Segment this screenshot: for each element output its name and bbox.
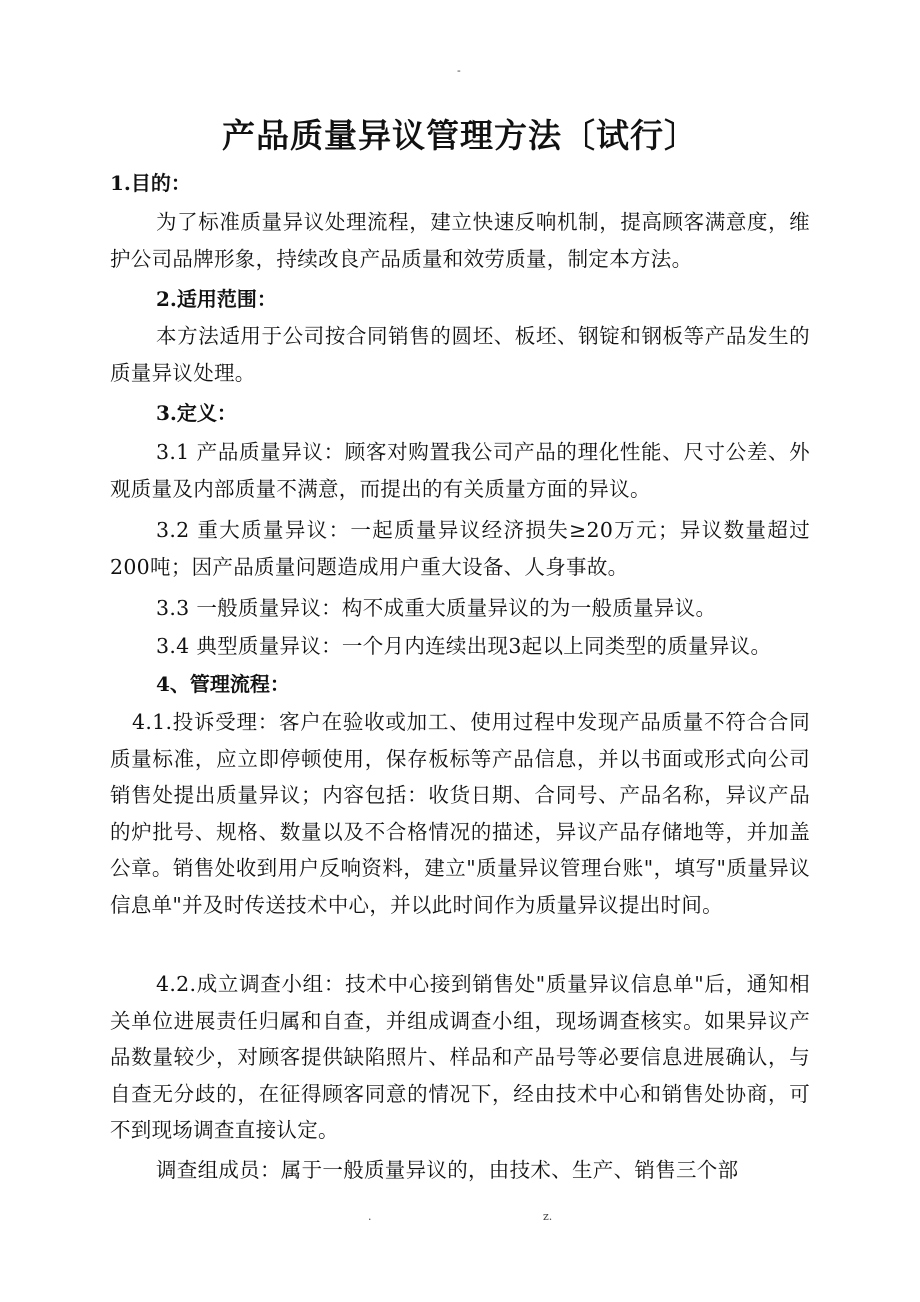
paragraph-4-1: 4.1.投诉受理：客户在验收或加工、使用过程中发现产品质量不符合合同质量标准，应立即停顿使用，保存板标等产品信息，并以书面或形式向公司销售处提出质量异议；内容包括：收货日期、合同号、产品名称，异议产品的炉批号、规格、数量以及不合格情况的描述，异议产品存储地等，并加盖公章。销售处收到用户反响资料，建立"质量异议管理台账"，填写"质量异议信息单"并及时传送技术中心，并以此时间作为质量异议提出时间。 bbox=[110, 710, 810, 917]
section-1-heading: 1.目的： bbox=[110, 171, 191, 195]
paragraph-members: 调查组成员：属于一般质量异议的，由技术、生产、销售三个部 bbox=[156, 1158, 739, 1182]
definition-3-2: 3.2 重大质量异议：一起质量异议经济损失≥20万元；异议数量超过200吨；因产品质量问题造成用户重大设备、人身事故。 bbox=[110, 518, 810, 579]
section-2-text: 本方法适用于公司按合同销售的圆坯、板坯、钢锭和钢板等产品发生的质量异议处理。 bbox=[110, 324, 810, 385]
paragraph-4-2: 4.2.成立调查小组：技术中心接到销售处"质量异议信息单"后，通知相关单位进展责任归属和自查，并组成调查小组，现场调查核实。如果异议产品数量较少，对顾客提供缺陷照片、样品和产品号等必要信息进展确认，与自查无分歧的，在征得顾客同意的情况下，经由技术中心和销售处协商，可不到现场调查直接认定。 bbox=[110, 972, 810, 1142]
header-marker: - bbox=[457, 64, 461, 77]
definition-3-3: 3.3 一般质量异议：构不成重大质量异议的为一般质量异议。 bbox=[156, 596, 717, 620]
document-title: 产品质量异议管理方法〔试行〕 bbox=[222, 116, 698, 155]
definition-3-4: 3.4 典型质量异议：一个月内连续出现3起以上同类型的质量异议。 bbox=[156, 634, 772, 658]
footer-mark: z. bbox=[543, 1210, 553, 1223]
section-3-heading: 3.定义： bbox=[156, 401, 237, 425]
section-2-heading: 2.适用范围： bbox=[156, 287, 277, 311]
section-1-text: 为了标准质量异议处理流程，建立快速反响机制，提高顾客满意度，维护公司品牌形象，持续改良产品质量和效劳质量，制定本方法。 bbox=[110, 210, 810, 271]
section-4-heading: 4、管理流程： bbox=[156, 672, 290, 696]
definition-3-1: 3.1 产品质量异议：顾客对购置我公司产品的理化性能、尺寸公差、外观质量及内部质量不满意，而提出的有关质量方面的异议。 bbox=[110, 440, 810, 501]
footer-dot: . bbox=[368, 1210, 372, 1223]
